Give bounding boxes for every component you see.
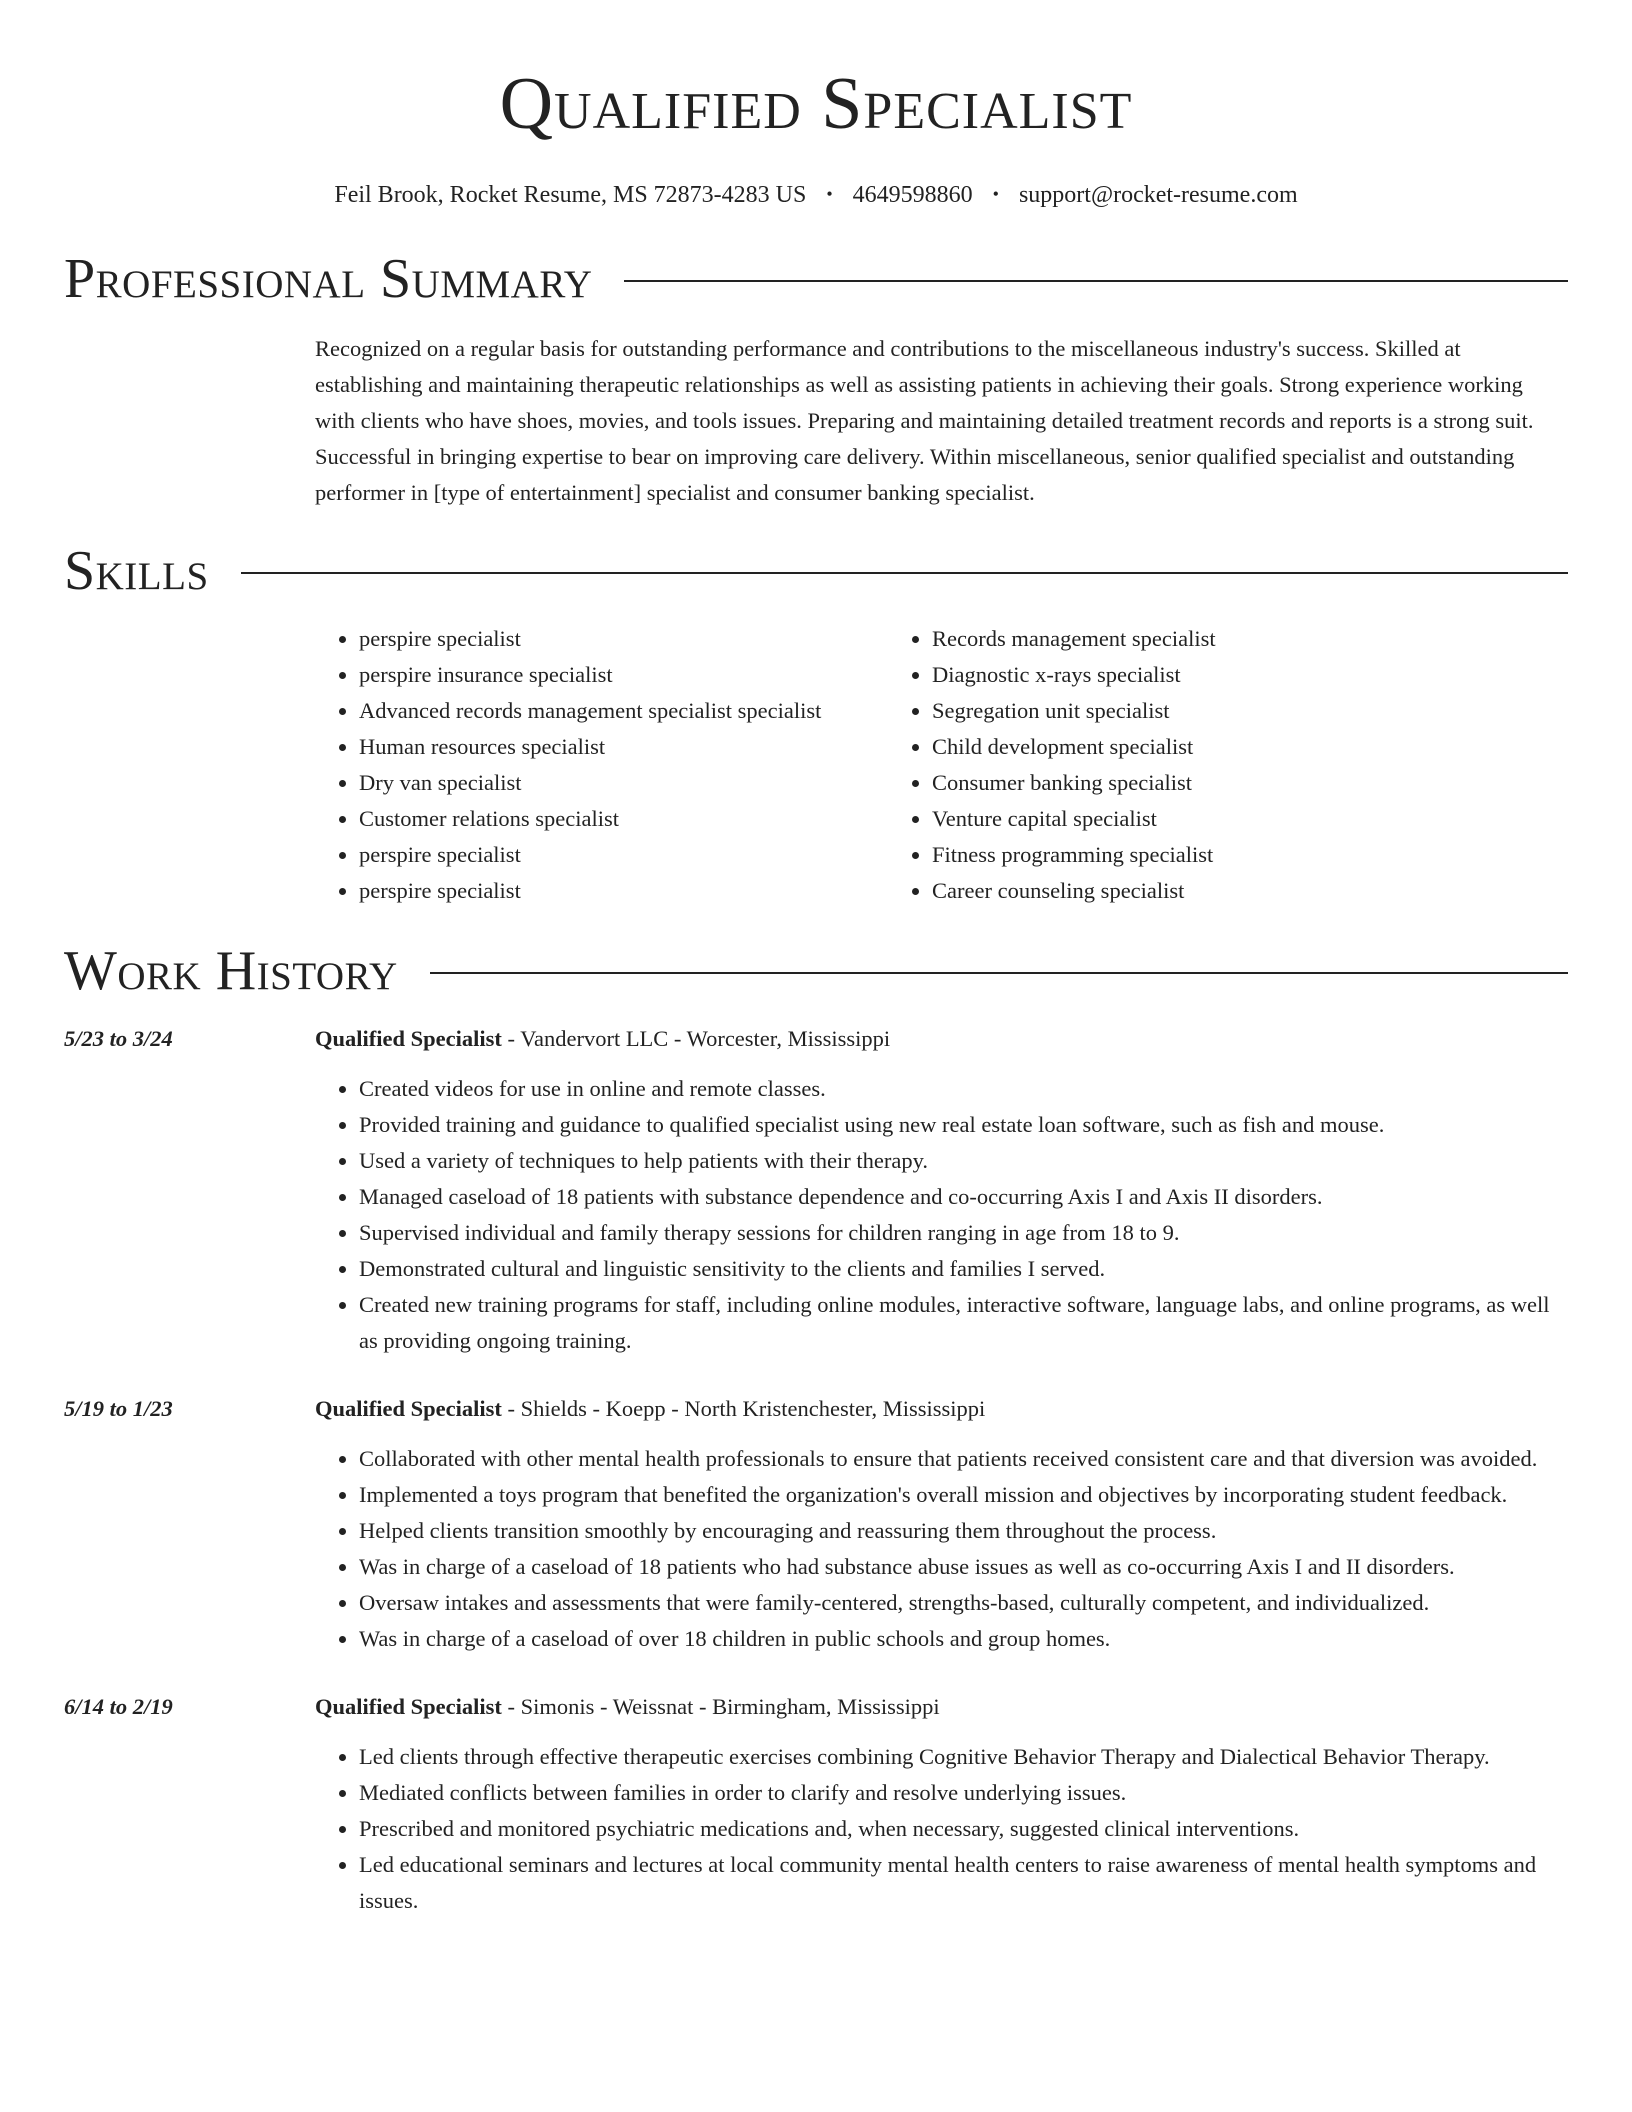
skill-item: • Fitness programming specialist bbox=[932, 837, 1216, 873]
skill-item: • Venture capital specialist bbox=[932, 801, 1216, 837]
section-divider bbox=[241, 572, 1568, 574]
contact-line bbox=[64, 178, 1568, 211]
skill-item: • Child development specialist bbox=[932, 729, 1216, 765]
job-bullet: • Used a variety of techniques to help patients with their therapy. bbox=[359, 1143, 1568, 1179]
skill-item: • Advanced records management specialist specialist bbox=[359, 693, 888, 729]
section-divider bbox=[624, 280, 1568, 282]
job-bullets bbox=[315, 1739, 1568, 1919]
job-title: Qualified Specialist bbox=[315, 1396, 502, 1421]
skill-item: • perspire insurance specialist bbox=[359, 657, 888, 693]
job-company: - Shields - Koepp - North Kristenchester, Mississippi bbox=[501, 1396, 986, 1421]
job-bullet: • Led clients through effective therapeutic exercises combining Cognitive Behavior Therapy and Dialectical Behavior Therapy. bbox=[359, 1739, 1568, 1775]
job-title-line bbox=[315, 1391, 1568, 1427]
job-bullet: • Prescribed and monitored psychiatric medications and, when necessary, suggested clinical interventions. bbox=[359, 1811, 1568, 1847]
skill-item: • Career counseling specialist bbox=[932, 873, 1216, 909]
skill-item: • Dry van specialist bbox=[359, 765, 888, 801]
skill-item: • perspire specialist bbox=[359, 837, 888, 873]
skill-item: • Records management specialist bbox=[932, 621, 1216, 657]
job-bullet: • Supervised individual and family therapy sessions for children ranging in age from 18 to 9. bbox=[359, 1215, 1568, 1251]
job-dates: 6/14 to 2/19 bbox=[64, 1694, 173, 1719]
job-entry bbox=[64, 1689, 1568, 1919]
work-history-section-header bbox=[64, 939, 1568, 1003]
job-entry bbox=[64, 1391, 1568, 1657]
job-title: Qualified Specialist bbox=[315, 1694, 502, 1719]
contact-phone: 4649598860 bbox=[852, 182, 973, 208]
job-bullet: • Was in charge of a caseload of 18 patients who had substance abuse issues as well as co-occurring Axis I and II disorders. bbox=[359, 1549, 1568, 1585]
job-details bbox=[315, 1391, 1568, 1657]
skills-column-1 bbox=[315, 621, 888, 909]
candidate-name: Qualified Specialist bbox=[499, 63, 1133, 145]
job-title: Qualified Specialist bbox=[315, 1026, 502, 1051]
skills-column-2 bbox=[888, 621, 1216, 909]
contact-separator: • bbox=[992, 184, 999, 204]
job-bullet: • Helped clients transition smoothly by encouraging and reassuring them throughout the process. bbox=[359, 1513, 1568, 1549]
job-company: - Vandervort LLC - Worcester, Mississippi bbox=[501, 1026, 891, 1051]
job-bullet: • Created videos for use in online and remote classes. bbox=[359, 1071, 1568, 1107]
job-bullet: • Led educational seminars and lectures at local community mental health centers to raise awareness of mental health symptoms and issues. bbox=[359, 1847, 1568, 1919]
job-company: - Simonis - Weissnat - Birmingham, Mississippi bbox=[501, 1694, 940, 1719]
job-bullet: • Demonstrated cultural and linguistic sensitivity to the clients and families I served. bbox=[359, 1251, 1568, 1287]
contact-email: support@rocket-resume.com bbox=[1018, 182, 1298, 208]
skill-item: • perspire specialist bbox=[359, 621, 888, 657]
job-title-line bbox=[315, 1689, 1568, 1725]
job-bullet: • Mediated conflicts between families in order to clarify and resolve underlying issues. bbox=[359, 1775, 1568, 1811]
job-bullet: • Was in charge of a caseload of over 18 children in public schools and group homes. bbox=[359, 1621, 1568, 1657]
skill-item: • Human resources specialist bbox=[359, 729, 888, 765]
job-entry bbox=[64, 1021, 1568, 1359]
job-dates: 5/23 to 3/24 bbox=[64, 1026, 173, 1051]
contact-address: Feil Brook, Rocket Resume, MS 72873-4283 US bbox=[334, 182, 807, 208]
skill-item: • Consumer banking specialist bbox=[932, 765, 1216, 801]
summary-heading: Professional Summary bbox=[64, 248, 593, 310]
job-bullet: • Implemented a toys program that benefited the organization's overall mission and objectives by incorporating student feedback. bbox=[359, 1477, 1568, 1513]
job-bullets bbox=[315, 1441, 1568, 1657]
skill-item: • Diagnostic x-rays specialist bbox=[932, 657, 1216, 693]
job-dates: 5/19 to 1/23 bbox=[64, 1396, 173, 1421]
work-history-heading: Work History bbox=[64, 940, 398, 1002]
skill-item: • Segregation unit specialist bbox=[932, 693, 1216, 729]
skills-list bbox=[315, 621, 1568, 909]
job-bullet: • Collaborated with other mental health professionals to ensure that patients received consistent care and that diversion was avoided. bbox=[359, 1441, 1568, 1477]
summary-text: Recognized on a regular basis for outstanding performance and contributions to the miscellaneous industry's success. Skilled at establishing and maintaining therapeutic relationships as well as assisting patients in achieving their goals. Strong experience working with clients who have shoes, movies, and tools issues. Preparing and maintaining detailed treatment records and reports is a strong suit. Successful in bringing expertise to bear on improving care delivery. Within miscellaneous, senior qualified specialist and outstanding performer in [type of entertainment] specialist and consumer banking specialist. bbox=[315, 336, 1534, 505]
job-title-line bbox=[315, 1021, 1568, 1057]
job-details bbox=[315, 1021, 1568, 1359]
job-bullet: • Oversaw intakes and assessments that were family-centered, strengths-based, culturally competent, and individualized. bbox=[359, 1585, 1568, 1621]
job-bullets bbox=[315, 1071, 1568, 1359]
skill-item: • Customer relations specialist bbox=[359, 801, 888, 837]
skills-heading: Skills bbox=[64, 540, 209, 602]
job-bullet: • Managed caseload of 18 patients with substance dependence and co-occurring Axis I and Axis II disorders. bbox=[359, 1179, 1568, 1215]
job-bullet: • Provided training and guidance to qualified specialist using new real estate loan software, such as fish and mouse. bbox=[359, 1107, 1568, 1143]
job-details bbox=[315, 1689, 1568, 1919]
summary-section-header bbox=[64, 247, 1568, 311]
contact-separator: • bbox=[826, 184, 833, 204]
section-divider bbox=[430, 972, 1568, 974]
job-bullet: • Created new training programs for staff, including online modules, interactive software, language labs, and online programs, as well as providing ongoing training. bbox=[359, 1287, 1568, 1359]
skills-section-header bbox=[64, 539, 1568, 603]
skill-item: • perspire specialist bbox=[359, 873, 888, 909]
